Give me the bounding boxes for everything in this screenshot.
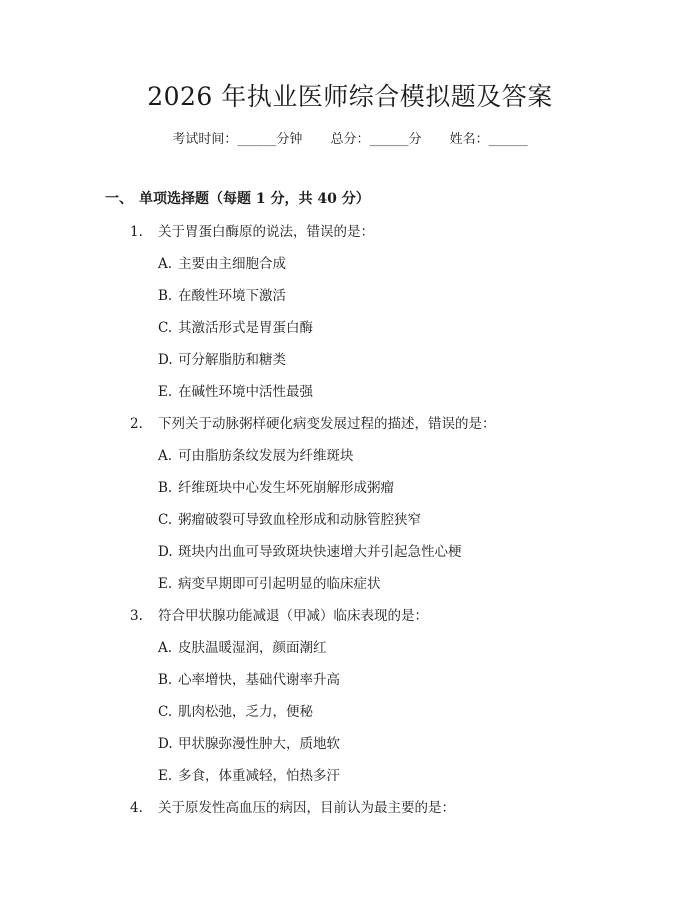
section-title: 单项选择题（每题 1 分，共 40 分）: [139, 191, 370, 207]
option-item: [158, 670, 340, 690]
option-text: 病变早期即可引起明显的临床症状: [178, 576, 381, 592]
option-letter: C.: [158, 512, 173, 528]
exam-info-line: [0, 130, 700, 150]
option-text: 皮肤温暖湿润，颜面潮红: [178, 640, 327, 656]
section-number: 一、: [105, 191, 133, 207]
question-number: 4.: [130, 800, 143, 816]
option-text: 主要由主细胞合成: [178, 256, 286, 272]
option-item: [158, 318, 313, 338]
option-letter: B.: [158, 288, 173, 304]
option-text: 肌肉松弛，乏力，便秘: [178, 704, 313, 720]
document-title: 2026 年执业医师综合模拟题及答案: [147, 82, 553, 111]
option-item: [158, 350, 286, 370]
question-text: 符合甲状腺功能减退（甲减）临床表现的是：: [158, 608, 428, 624]
option-item: [158, 382, 313, 402]
option-letter: B.: [158, 480, 173, 496]
option-text: 心率增快，基础代谢率升高: [178, 672, 340, 688]
option-text: 甲状腺弥漫性肿大，质地软: [178, 736, 340, 752]
option-text: 可分解脂肪和糖类: [178, 352, 286, 368]
option-letter: A.: [158, 640, 173, 656]
option-item: [158, 702, 313, 722]
option-item: [158, 478, 394, 498]
option-item: [158, 510, 421, 530]
exam-time-field: 考试时间：______分钟: [172, 132, 303, 147]
option-letter: D.: [158, 352, 173, 368]
question-text: 下列关于动脉粥样硬化病变发展过程的描述，错误的是：: [158, 416, 496, 432]
option-item: [158, 766, 340, 786]
option-text: 在酸性环境下激活: [178, 288, 286, 304]
question-text: 关于胃蛋白酶原的说法，错误的是：: [158, 224, 374, 240]
option-text: 粥瘤破裂可导致血栓形成和动脉管腔狭窄: [178, 512, 421, 528]
option-letter: C.: [158, 704, 173, 720]
option-item: [158, 734, 340, 754]
option-text: 斑块内出血可导致斑块快速增大并引起急性心梗: [178, 544, 462, 560]
option-letter: D.: [158, 736, 173, 752]
question-text: 关于原发性高血压的病因，目前认为最主要的是：: [158, 800, 455, 816]
question-stem: [130, 798, 455, 818]
option-letter: A.: [158, 448, 173, 464]
option-text: 在碱性环境中活性最强: [178, 384, 313, 400]
option-item: [158, 446, 354, 466]
option-text: 其激活形式是胃蛋白酶: [178, 320, 313, 336]
question-number: 3.: [130, 608, 143, 624]
option-letter: D.: [158, 544, 173, 560]
option-letter: A.: [158, 256, 173, 272]
option-letter: B.: [158, 672, 173, 688]
option-letter: C.: [158, 320, 173, 336]
option-text: 纤维斑块中心发生坏死崩解形成粥瘤: [178, 480, 394, 496]
question-stem: [130, 414, 496, 434]
option-letter: E.: [158, 768, 173, 784]
option-letter: E.: [158, 384, 173, 400]
option-item: [158, 574, 381, 594]
option-text: 可由脂肪条纹发展为纤维斑块: [178, 448, 354, 464]
option-item: [158, 542, 462, 562]
option-text: 多食，体重减轻，怕热多汗: [178, 768, 340, 784]
option-item: [158, 638, 327, 658]
question-number: 1.: [130, 224, 143, 240]
name-field: 姓名：______: [449, 132, 528, 147]
section-heading: [105, 189, 370, 209]
question-number: 2.: [130, 416, 143, 432]
question-stem: [130, 606, 428, 626]
question-stem: [130, 222, 374, 242]
option-item: [158, 286, 286, 306]
option-letter: E.: [158, 576, 173, 592]
total-score-field: 总分：______分: [330, 132, 422, 147]
option-item: [158, 254, 286, 274]
